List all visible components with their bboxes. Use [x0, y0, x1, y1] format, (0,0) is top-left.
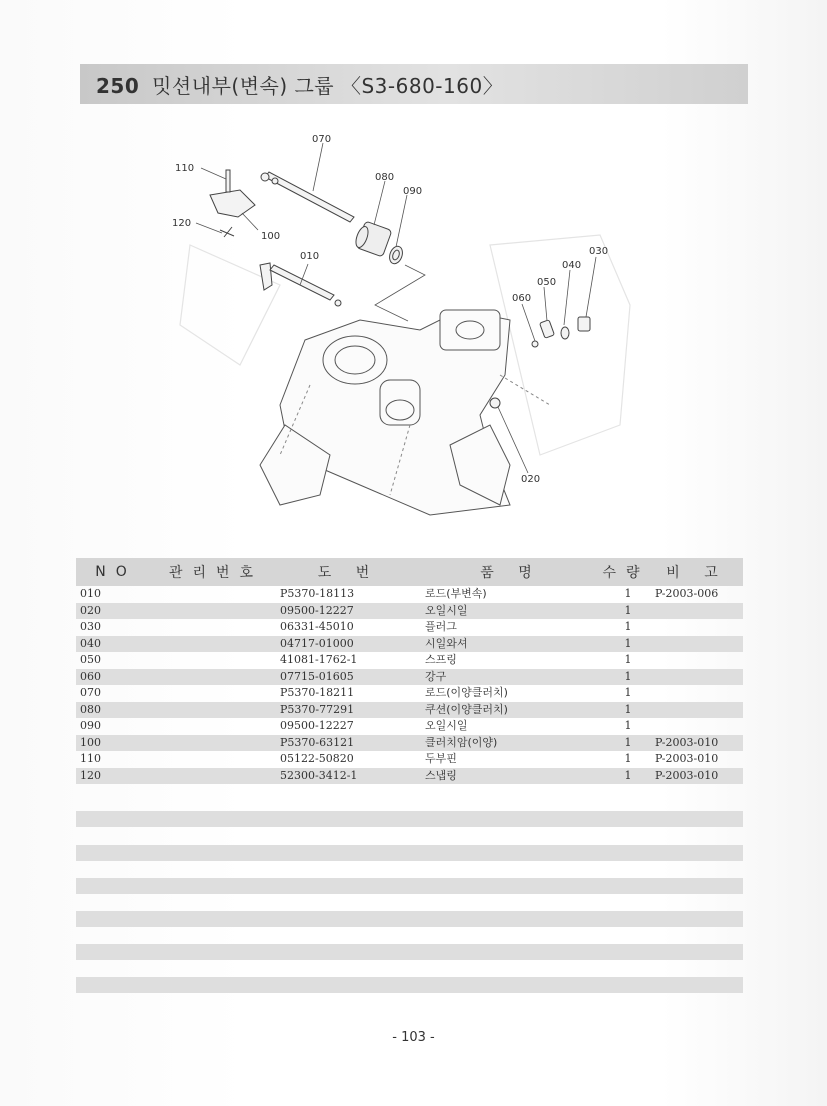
cell-mgmt	[156, 735, 276, 752]
callout-050: 050	[537, 277, 557, 288]
cell-mgmt	[156, 751, 276, 768]
col-header-no: NO	[76, 558, 156, 586]
callout-120: 120	[172, 218, 192, 229]
cell-note	[651, 652, 743, 669]
cell-no: 040	[76, 636, 156, 653]
col-header-dwg: 도 번	[276, 558, 421, 586]
cell-name: 오일시일	[425, 719, 468, 733]
cell-qty: 1	[601, 636, 651, 653]
cell-qty: 1	[601, 603, 651, 620]
cell-no: 060	[76, 669, 156, 686]
cell-mgmt	[156, 586, 276, 603]
callout-110: 110	[175, 163, 195, 174]
callout-070: 070	[312, 134, 332, 145]
col-header-mgmt: 관리번호	[156, 558, 276, 586]
col-header-name: 품 명	[421, 558, 601, 586]
cell-note	[651, 702, 743, 719]
cell-name: 시일와셔	[421, 636, 601, 653]
blank-row	[76, 811, 743, 827]
parts-table	[76, 558, 743, 784]
cell-dwg: 04717-01000	[276, 636, 421, 653]
cell-note	[651, 669, 743, 686]
callout-030: 030	[589, 246, 609, 257]
cell-note	[651, 636, 743, 653]
callout-020: 020	[521, 474, 541, 485]
cell-name: 클러치암(이양)	[421, 735, 601, 752]
cell-no: 010	[80, 587, 101, 601]
table-row	[76, 702, 743, 719]
cell-note: P-2003-006	[655, 587, 719, 601]
cell-no: 090	[80, 719, 101, 733]
cell-note	[651, 603, 743, 620]
cell-dwg: 09500-12227	[280, 719, 354, 733]
table-row	[76, 619, 743, 636]
cell-qty: 1	[624, 752, 632, 766]
table-row	[76, 735, 743, 752]
table-row	[76, 685, 743, 702]
callout-010: 010	[300, 251, 320, 262]
cell-dwg: 06331-45010	[280, 620, 354, 634]
cell-no: 050	[80, 653, 101, 667]
table-row	[76, 603, 743, 620]
cell-dwg: 52300-3412-1	[276, 768, 421, 785]
cell-dwg: 07715-01605	[276, 669, 421, 686]
table-row	[76, 636, 743, 653]
cell-name: 로드(이양클러치)	[425, 686, 508, 700]
blank-row	[76, 911, 743, 927]
cell-note: P-2003-010	[655, 752, 719, 766]
cell-note	[651, 685, 743, 702]
cell-no: 120	[76, 768, 156, 785]
cell-name: 플러그	[425, 620, 457, 634]
cell-note: P-2003-010	[651, 768, 743, 785]
cell-name: 쿠션(이양클러치)	[421, 702, 601, 719]
cell-qty: 1	[601, 735, 651, 752]
cell-mgmt	[156, 652, 276, 669]
table-row	[76, 586, 743, 603]
cell-dwg: 05122-50820	[280, 752, 354, 766]
blank-row	[76, 845, 743, 861]
cell-dwg: P5370-18211	[280, 686, 355, 700]
table-row	[76, 652, 743, 669]
table-row	[76, 718, 743, 735]
cell-dwg: 09500-12227	[276, 603, 421, 620]
cell-mgmt	[156, 619, 276, 636]
callout-080: 080	[375, 172, 395, 183]
page-title	[96, 70, 503, 99]
cell-no: 100	[76, 735, 156, 752]
cell-qty: 1	[601, 768, 651, 785]
cell-mgmt	[156, 636, 276, 653]
cell-dwg: P5370-77291	[276, 702, 421, 719]
cell-qty: 1	[601, 702, 651, 719]
page-number: - 103 -	[392, 1030, 435, 1045]
blank-row	[76, 977, 743, 993]
cell-dwg: 41081-1762-1	[280, 653, 358, 667]
group-title: 밋션내부(변속) 그룹 〈S3-680-160〉	[152, 74, 504, 98]
col-header-note: 비 고	[651, 558, 743, 586]
cell-name: 로드(부변속)	[425, 587, 487, 601]
cell-mgmt	[156, 603, 276, 620]
cell-qty: 1	[624, 719, 632, 733]
cell-qty: 1	[624, 620, 632, 634]
blank-row	[76, 878, 743, 894]
col-header-qty: 수량	[601, 558, 651, 586]
group-number: 250	[96, 74, 140, 98]
cell-name: 오일시일	[421, 603, 601, 620]
cell-no: 110	[80, 752, 101, 766]
cell-dwg: P5370-63121	[276, 735, 421, 752]
cell-name: 강구	[421, 669, 601, 686]
cell-dwg: P5370-18113	[280, 587, 355, 601]
exploded-parts-diagram	[160, 125, 640, 525]
cell-mgmt	[156, 718, 276, 735]
cell-note	[651, 718, 743, 735]
cell-qty: 1	[601, 669, 651, 686]
cell-name: 두부핀	[425, 752, 457, 766]
parts-table-body	[76, 586, 743, 784]
cell-name: 스프링	[425, 653, 457, 667]
callout-100: 100	[261, 231, 281, 242]
table-header	[76, 558, 743, 586]
cell-qty: 1	[624, 653, 632, 667]
cell-name: 스냅링	[421, 768, 601, 785]
table-row	[76, 669, 743, 686]
table-row	[76, 768, 743, 785]
cell-qty: 1	[624, 686, 632, 700]
blank-row	[76, 944, 743, 960]
callout-040: 040	[562, 260, 582, 271]
cell-note	[651, 619, 743, 636]
cell-mgmt	[156, 702, 276, 719]
cell-no: 080	[76, 702, 156, 719]
diagram-svg	[160, 125, 640, 525]
cell-mgmt	[156, 669, 276, 686]
cell-mgmt	[156, 685, 276, 702]
cell-note: P-2003-010	[651, 735, 743, 752]
callout-060: 060	[512, 293, 532, 304]
cell-mgmt	[156, 768, 276, 785]
cell-no: 020	[76, 603, 156, 620]
table-row	[76, 751, 743, 768]
cell-no: 070	[80, 686, 101, 700]
cell-qty: 1	[624, 587, 632, 601]
cell-no: 030	[80, 620, 101, 634]
callout-090: 090	[403, 186, 423, 197]
